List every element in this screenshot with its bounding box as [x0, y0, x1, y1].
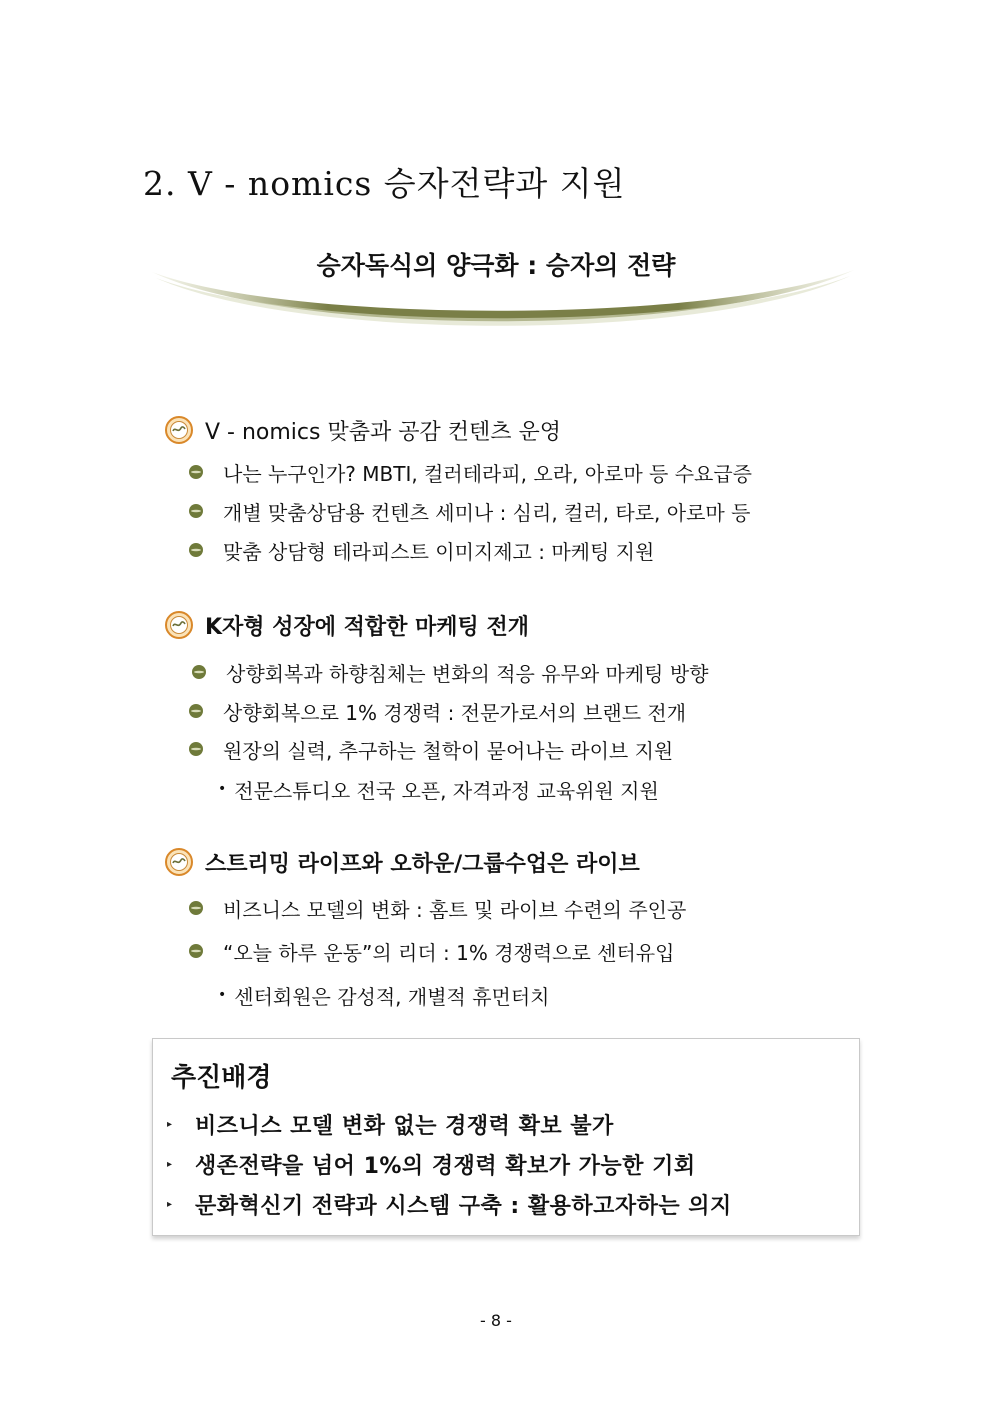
page-number: - 8 -: [480, 1311, 512, 1330]
section-heading-text: K자형 성장에 적합한 마케팅 전개: [205, 614, 529, 640]
section-heading-text: 스트리밍 라이프와 오하운/그룹수업은 라이브: [205, 851, 640, 877]
list-item-text: 개별 맞춤상담용 컨텐츠 세미나 : 심리, 컬러, 타로, 아로마 등: [223, 500, 751, 525]
middle-dot: •: [218, 781, 227, 797]
circle-emblem-icon: [165, 848, 193, 876]
list-item-text: 맞춤 상담형 테라피스트 이미지제고 : 마케팅 지원: [223, 539, 655, 564]
box-title: 추진배경: [171, 1063, 272, 1093]
list-item: [187, 697, 686, 725]
middle-dot: •: [218, 987, 227, 1003]
section-heading-3: [165, 846, 640, 878]
background-box: [152, 1038, 860, 1236]
box-item-text: 비즈니스 모델 변화 없는 경쟁력 확보 불가: [195, 1113, 614, 1139]
box-item: [167, 1149, 696, 1179]
circle-emblem-icon: [165, 416, 193, 444]
sub-list-item: [218, 981, 550, 1009]
list-item: [187, 497, 750, 525]
green-dot-icon: [187, 702, 205, 720]
list-item: [190, 658, 709, 686]
green-dot-icon: [187, 899, 205, 917]
list-item: [187, 536, 654, 564]
list-item-text: 원장의 실력, 추구하는 철학이 묻어나는 라이브 지원: [223, 738, 674, 763]
list-item-text: “오늘 하루 운동”의 리더 : 1% 경쟁력으로 센터유입: [223, 940, 675, 965]
box-item-text: 생존전략을 넘어 1%의 경쟁력 확보가 가능한 기회: [195, 1153, 696, 1179]
green-dot-icon: [187, 942, 205, 960]
green-dot-icon: [187, 463, 205, 481]
list-item: [187, 894, 686, 922]
page-title: 2. V - nomics 승자전략과 지원: [143, 164, 626, 203]
swoosh-decoration: [150, 266, 856, 344]
list-item-text: 상향회복과 하향침체는 변화의 적응 유무와 마케팅 방향: [226, 661, 709, 686]
green-dot-icon: [187, 541, 205, 559]
small-triangle-arrow-icon: ▸: [167, 1158, 173, 1170]
list-item-text: 상향회복으로 1% 경쟁력 : 전문가로서의 브랜드 전개: [223, 700, 687, 725]
box-item: [167, 1109, 614, 1139]
section-heading-1: [165, 414, 561, 446]
green-dot-icon: [187, 740, 205, 758]
sub-list-item: [218, 775, 659, 803]
box-item: [167, 1189, 732, 1219]
green-dot-icon: [190, 663, 208, 681]
section-heading-text: V - nomics 맞춤과 공감 컨텐츠 운영: [205, 419, 561, 445]
list-item: [187, 735, 673, 763]
list-item: [187, 937, 674, 965]
section-subtitle: 승자독식의 양극화 : 승자의 전략: [316, 251, 676, 280]
small-triangle-arrow-icon: ▸: [167, 1118, 173, 1130]
sub-list-item-text: 전문스튜디오 전국 오픈, 자격과정 교육위원 지원: [234, 778, 659, 803]
section-heading-2: [165, 609, 529, 641]
small-triangle-arrow-icon: ▸: [167, 1198, 173, 1210]
circle-emblem-icon: [165, 611, 193, 639]
box-item-text: 문화혁신기 전략과 시스템 구축 : 활용하고자하는 의지: [195, 1193, 732, 1219]
list-item: [187, 458, 752, 486]
green-dot-icon: [187, 502, 205, 520]
list-item-text: 비즈니스 모델의 변화 : 홈트 및 라이브 수련의 주인공: [223, 897, 687, 922]
sub-list-item-text: 센터회원은 감성적, 개별적 휴먼터치: [234, 984, 550, 1009]
list-item-text: 나는 누구인가? MBTI, 컬러테라피, 오라, 아로마 등 수요급증: [223, 461, 753, 486]
